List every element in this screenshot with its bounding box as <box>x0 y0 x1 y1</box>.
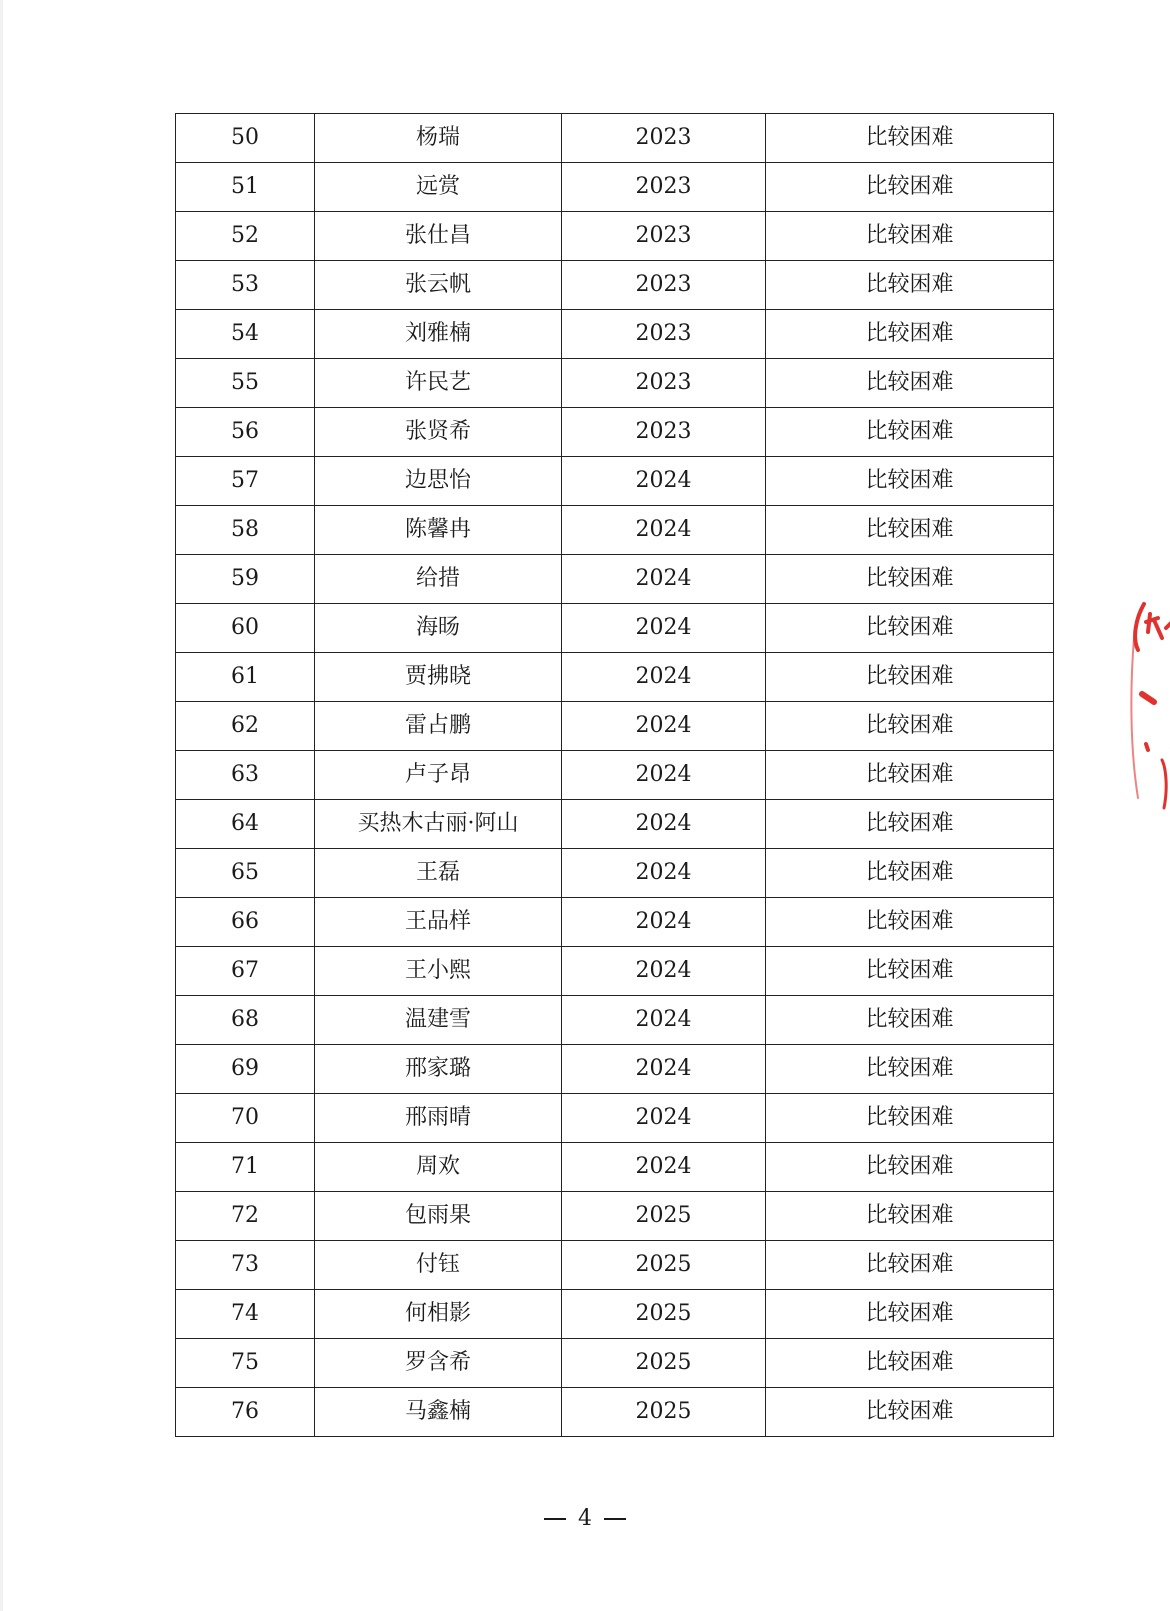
student-name-cell: 陈馨冉 <box>315 506 562 555</box>
student-name-cell: 许民艺 <box>315 359 562 408</box>
enrollment-year-cell: 2024 <box>562 702 766 751</box>
student-name-cell: 马鑫楠 <box>315 1388 562 1437</box>
student-name-cell: 买热木古丽·阿山 <box>315 800 562 849</box>
enrollment-year-cell: 2024 <box>562 1143 766 1192</box>
student-name-cell: 罗含希 <box>315 1339 562 1388</box>
difficulty-level-cell: 比较困难 <box>766 1388 1054 1437</box>
table-row <box>176 849 1054 898</box>
difficulty-level-cell: 比较困难 <box>766 1192 1054 1241</box>
difficulty-level-cell: 比较困难 <box>766 114 1054 163</box>
table-row <box>176 212 1054 261</box>
student-name-cell: 边思怡 <box>315 457 562 506</box>
table-row <box>176 359 1054 408</box>
enrollment-year-cell: 2025 <box>562 1241 766 1290</box>
student-name-cell: 张贤希 <box>315 408 562 457</box>
difficulty-level-cell: 比较困难 <box>766 212 1054 261</box>
page-number: 4 <box>578 1506 592 1531</box>
row-number-cell: 72 <box>176 1192 315 1241</box>
student-name-cell: 海旸 <box>315 604 562 653</box>
enrollment-year-cell: 2024 <box>562 506 766 555</box>
row-number-cell: 59 <box>176 555 315 604</box>
enrollment-year-cell: 2024 <box>562 555 766 604</box>
table-row <box>176 114 1054 163</box>
table-row <box>176 604 1054 653</box>
row-number-cell: 75 <box>176 1339 315 1388</box>
row-number-cell: 57 <box>176 457 315 506</box>
row-number-cell: 73 <box>176 1241 315 1290</box>
difficulty-level-cell: 比较困难 <box>766 751 1054 800</box>
student-name-cell: 付钰 <box>315 1241 562 1290</box>
student-name-cell: 雷占鹏 <box>315 702 562 751</box>
enrollment-year-cell: 2024 <box>562 800 766 849</box>
row-number-cell: 65 <box>176 849 315 898</box>
row-number-cell: 52 <box>176 212 315 261</box>
table-row <box>176 1192 1054 1241</box>
enrollment-year-cell: 2023 <box>562 359 766 408</box>
table-row <box>176 1388 1054 1437</box>
difficulty-level-cell: 比较困难 <box>766 1241 1054 1290</box>
enrollment-year-cell: 2023 <box>562 163 766 212</box>
student-name-cell: 何相影 <box>315 1290 562 1339</box>
enrollment-year-cell: 2023 <box>562 212 766 261</box>
difficulty-level-cell: 比较困难 <box>766 996 1054 1045</box>
enrollment-year-cell: 2024 <box>562 604 766 653</box>
table-row <box>176 457 1054 506</box>
table-row <box>176 506 1054 555</box>
table-row <box>176 1045 1054 1094</box>
difficulty-level-cell: 比较困难 <box>766 1045 1054 1094</box>
enrollment-year-cell: 2023 <box>562 408 766 457</box>
row-number-cell: 68 <box>176 996 315 1045</box>
table-row <box>176 408 1054 457</box>
row-number-cell: 66 <box>176 898 315 947</box>
enrollment-year-cell: 2025 <box>562 1290 766 1339</box>
student-name-cell: 张云帆 <box>315 261 562 310</box>
enrollment-year-cell: 2025 <box>562 1339 766 1388</box>
table-row <box>176 310 1054 359</box>
enrollment-year-cell: 2023 <box>562 261 766 310</box>
difficulty-level-cell: 比较困难 <box>766 261 1054 310</box>
difficulty-level-cell: 比较困难 <box>766 653 1054 702</box>
difficulty-level-cell: 比较困难 <box>766 555 1054 604</box>
student-name-cell: 王磊 <box>315 849 562 898</box>
table-row <box>176 1339 1054 1388</box>
student-name-cell: 卢子昂 <box>315 751 562 800</box>
row-number-cell: 62 <box>176 702 315 751</box>
enrollment-year-cell: 2024 <box>562 457 766 506</box>
seal-mark <box>1128 598 1170 830</box>
table-row <box>176 947 1054 996</box>
enrollment-year-cell: 2024 <box>562 751 766 800</box>
table-row <box>176 1094 1054 1143</box>
student-name-cell: 邢家璐 <box>315 1045 562 1094</box>
student-name-cell: 邢雨晴 <box>315 1094 562 1143</box>
difficulty-level-cell: 比较困难 <box>766 604 1054 653</box>
row-number-cell: 71 <box>176 1143 315 1192</box>
dash-left <box>544 1518 566 1520</box>
enrollment-year-cell: 2024 <box>562 947 766 996</box>
student-name-cell: 杨瑞 <box>315 114 562 163</box>
row-number-cell: 51 <box>176 163 315 212</box>
difficulty-level-cell: 比较困难 <box>766 310 1054 359</box>
difficulty-level-cell: 比较困难 <box>766 1290 1054 1339</box>
row-number-cell: 70 <box>176 1094 315 1143</box>
difficulty-level-cell: 比较困难 <box>766 898 1054 947</box>
table-row <box>176 898 1054 947</box>
table-row <box>176 751 1054 800</box>
table-row <box>176 702 1054 751</box>
enrollment-year-cell: 2023 <box>562 114 766 163</box>
row-number-cell: 64 <box>176 800 315 849</box>
row-number-cell: 55 <box>176 359 315 408</box>
table-row <box>176 1290 1054 1339</box>
difficulty-level-cell: 比较困难 <box>766 457 1054 506</box>
row-number-cell: 53 <box>176 261 315 310</box>
enrollment-year-cell: 2025 <box>562 1192 766 1241</box>
table-row <box>176 800 1054 849</box>
student-name-cell: 贾拂晓 <box>315 653 562 702</box>
dash-right <box>604 1518 626 1520</box>
student-name-cell: 周欢 <box>315 1143 562 1192</box>
difficulty-level-cell: 比较困难 <box>766 359 1054 408</box>
table-row <box>176 996 1054 1045</box>
difficulty-level-cell: 比较困难 <box>766 947 1054 996</box>
official-seal-fragment <box>1128 598 1170 830</box>
row-number-cell: 63 <box>176 751 315 800</box>
table-row <box>176 653 1054 702</box>
difficulty-level-cell: 比较困难 <box>766 849 1054 898</box>
row-number-cell: 58 <box>176 506 315 555</box>
enrollment-year-cell: 2024 <box>562 1094 766 1143</box>
enrollment-year-cell: 2024 <box>562 898 766 947</box>
student-name-cell: 张仕昌 <box>315 212 562 261</box>
student-name-cell: 包雨果 <box>315 1192 562 1241</box>
page-number-footer <box>0 1506 1170 1531</box>
table-row <box>176 163 1054 212</box>
row-number-cell: 56 <box>176 408 315 457</box>
table-row <box>176 261 1054 310</box>
difficulty-level-cell: 比较困难 <box>766 800 1054 849</box>
enrollment-year-cell: 2025 <box>562 1388 766 1437</box>
enrollment-year-cell: 2023 <box>562 310 766 359</box>
row-number-cell: 60 <box>176 604 315 653</box>
difficulty-level-cell: 比较困难 <box>766 506 1054 555</box>
difficulty-level-cell: 比较困难 <box>766 1094 1054 1143</box>
student-name-cell: 温建雪 <box>315 996 562 1045</box>
difficulty-level-cell: 比较困难 <box>766 408 1054 457</box>
row-number-cell: 50 <box>176 114 315 163</box>
enrollment-year-cell: 2024 <box>562 653 766 702</box>
student-name-cell: 刘雅楠 <box>315 310 562 359</box>
table-row <box>176 1241 1054 1290</box>
row-number-cell: 74 <box>176 1290 315 1339</box>
difficulty-level-cell: 比较困难 <box>766 1143 1054 1192</box>
enrollment-year-cell: 2024 <box>562 996 766 1045</box>
student-name-cell: 王小熙 <box>315 947 562 996</box>
student-table <box>175 113 1054 1437</box>
row-number-cell: 76 <box>176 1388 315 1437</box>
student-name-cell: 远赏 <box>315 163 562 212</box>
student-name-cell: 王品样 <box>315 898 562 947</box>
row-number-cell: 61 <box>176 653 315 702</box>
enrollment-year-cell: 2024 <box>562 849 766 898</box>
difficulty-level-cell: 比较困难 <box>766 1339 1054 1388</box>
difficulty-level-cell: 比较困难 <box>766 702 1054 751</box>
enrollment-year-cell: 2024 <box>562 1045 766 1094</box>
student-name-cell: 给措 <box>315 555 562 604</box>
page-edge-shadow <box>0 0 3 1611</box>
row-number-cell: 67 <box>176 947 315 996</box>
row-number-cell: 54 <box>176 310 315 359</box>
difficulty-level-cell: 比较困难 <box>766 163 1054 212</box>
table-row <box>176 555 1054 604</box>
student-table-body <box>176 114 1054 1437</box>
row-number-cell: 69 <box>176 1045 315 1094</box>
table-row <box>176 1143 1054 1192</box>
